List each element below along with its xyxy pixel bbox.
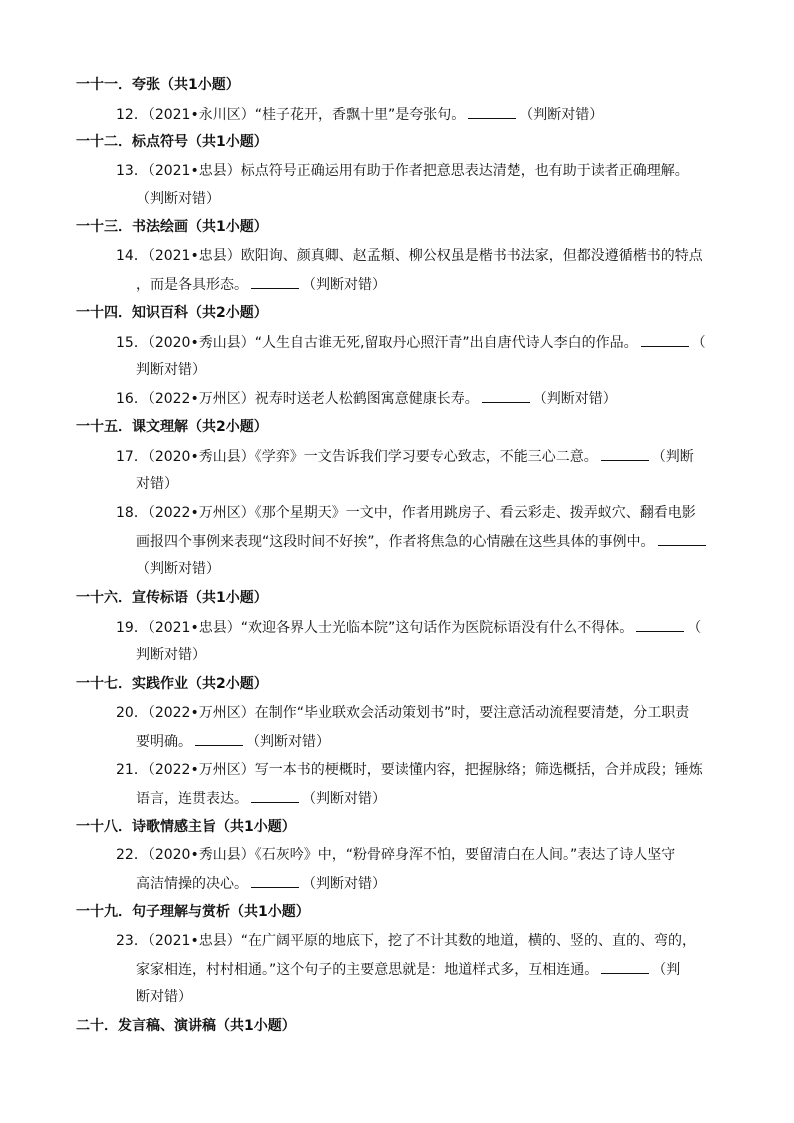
question-line: （判断对错） bbox=[136, 191, 220, 207]
section-heading: 一十七．实践作业（共2小题） bbox=[76, 676, 268, 692]
answer-blank[interactable] bbox=[482, 389, 530, 403]
question-line: 断对错） bbox=[136, 989, 192, 1005]
section-heading: 一十三．书法绘画（共1小题） bbox=[76, 219, 268, 235]
answer-blank[interactable] bbox=[251, 275, 299, 289]
question-line: 判断对错） bbox=[136, 362, 206, 378]
section-heading: 一十九．句子理解与赏析（共1小题） bbox=[76, 904, 310, 920]
answer-blank[interactable] bbox=[468, 105, 516, 119]
answer-blank[interactable] bbox=[601, 447, 649, 461]
question-line: 17．（2020•秀山县）《学弈》一文告诉我们学习要专心致志，不能三心二意。 （判断 bbox=[116, 449, 694, 465]
question-line: 23．（2021•忠县）“在广阔平原的地底下，挖了不计其数的地道，横的、竖的、直的、弯的， bbox=[116, 933, 696, 949]
section-heading: 一十一．夸张（共1小题） bbox=[76, 77, 240, 93]
question-line: 21．（2022•万州区）写一本书的梗概时，要读懂内容，把握脉络；筛选概括，合并成段；锤炼 bbox=[116, 762, 703, 778]
section-heading: 一十五．课文理解（共2小题） bbox=[76, 419, 268, 435]
question-line: 15．（2020•秀山县）“人生自古谁无死,留取丹心照汗青”出自唐代诗人李白的作品。 （ bbox=[116, 335, 706, 351]
question-line: 16．（2022•万州区）祝寿时送老人松鹤图寓意健康长寿。 （判断对错） bbox=[116, 391, 617, 407]
question-line: 高洁情操的决心。 （判断对错） bbox=[136, 876, 386, 892]
question-line: 22．（2020•秀山县）《石灰吟》中，“粉骨碎身浑不怕，要留清白在人间。”表达了诗人坚守 bbox=[116, 847, 676, 863]
question-line: 13．（2021•忠县）标点符号正确运用有助于作者把意思表达清楚，也有助于读者正确理解。 bbox=[116, 163, 689, 179]
answer-blank[interactable] bbox=[601, 960, 649, 974]
answer-blank[interactable] bbox=[641, 333, 689, 347]
question-line: 家家相连，村村相通。”这个句子的主要意思就是：地道样式多，互相连通。 （判 bbox=[136, 962, 681, 978]
question-line: 18．（2022•万州区）《那个星期天》一文中，作者用跳房子、看云彩走、拨弄蚁穴、翻看电影 bbox=[116, 505, 696, 521]
question-line: 19．（2021•忠县）“欢迎各界人士光临本院”这句话作为医院标语没有什么不得体。 （ bbox=[116, 620, 702, 636]
question-line: 要明确。 （判断对错） bbox=[136, 734, 330, 750]
question-line: 画报四个事例来表现“这段时间不好挨”，作者将焦急的心情融在这些具体的事例中。 bbox=[136, 532, 709, 551]
question-line: 语言，连贯表达。 （判断对错） bbox=[136, 791, 386, 807]
question-line: 14．（2021•忠县）欧阳询、颜真卿、赵孟頫、柳公权虽是楷书书法家，但都没遵循楷书的特点 bbox=[116, 248, 703, 264]
question-line: ，而是各具形态。 （判断对错） bbox=[136, 277, 386, 293]
answer-blank[interactable] bbox=[195, 732, 243, 746]
question-line: 对错） bbox=[136, 476, 178, 492]
answer-blank[interactable] bbox=[658, 532, 706, 546]
section-heading: 一十二．标点符号（共1小题） bbox=[76, 134, 268, 150]
question-line: 12．（2021•永川区）“桂子花开，香飘十里”是夸张句。 （判断对错） bbox=[116, 107, 604, 123]
answer-blank[interactable] bbox=[636, 618, 684, 632]
question-line: 判断对错） bbox=[136, 647, 206, 663]
section-heading: 二十．发言稿、演讲稿（共1小题） bbox=[76, 1018, 296, 1034]
section-heading: 一十八．诗歌情感主旨（共1小题） bbox=[76, 819, 296, 835]
question-line: 20．（2022•万州区）在制作“毕业联欢会活动策划书”时，要注意活动流程要清楚，分工职责 bbox=[116, 705, 690, 721]
answer-blank[interactable] bbox=[251, 874, 299, 888]
section-heading: 一十六．宣传标语（共1小题） bbox=[76, 590, 268, 606]
section-heading: 一十四．知识百科（共2小题） bbox=[76, 305, 268, 321]
answer-blank[interactable] bbox=[251, 789, 299, 803]
question-line: （判断对错） bbox=[136, 561, 220, 577]
